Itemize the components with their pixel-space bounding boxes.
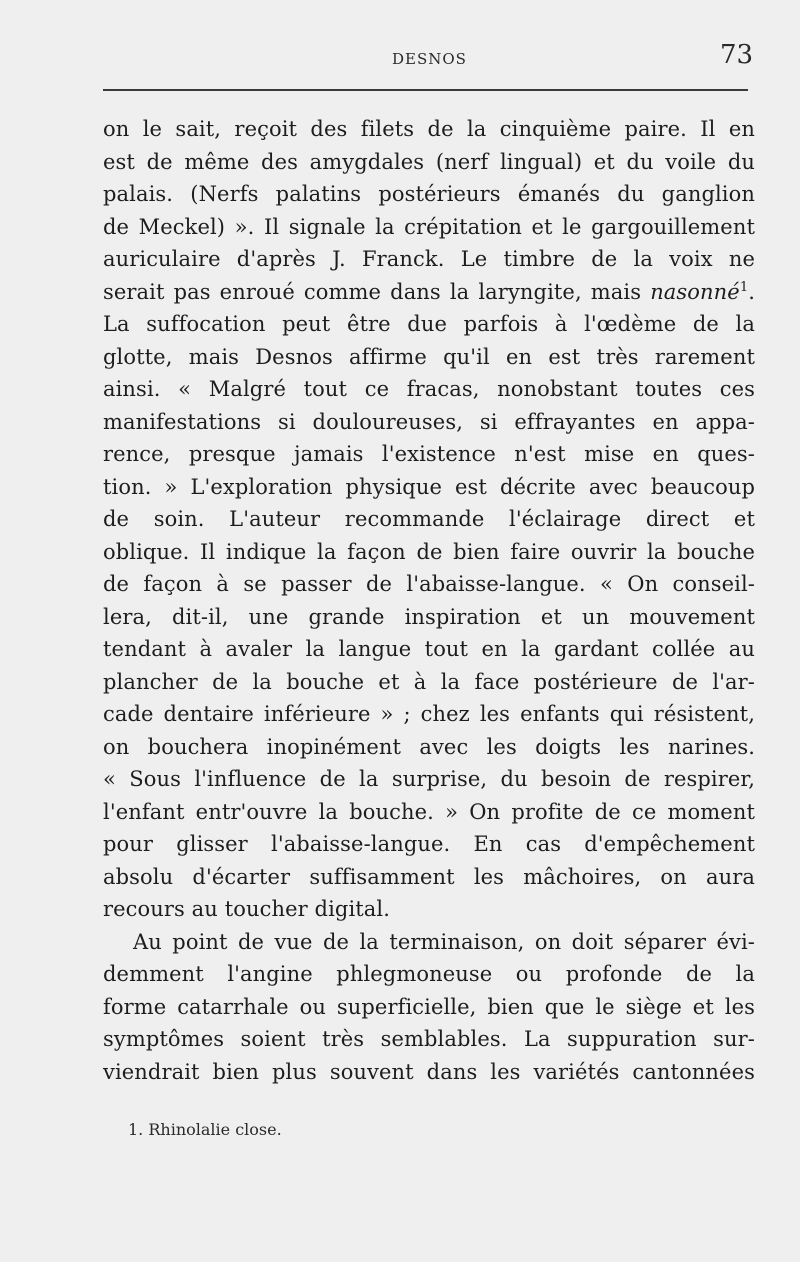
text-line-with-footnote [103,276,755,309]
text-line: plancher de la bouche et à la face postérieure de l'ar- [103,669,755,694]
paragraph-2 [103,926,755,1089]
text-line: glotte, mais Desnos affirme qu'il en est très rarement [103,344,755,369]
text-line: de façon à se passer de l'abaisse-langue. « On conseil- [103,572,755,596]
page-number: 73 [720,40,754,70]
text-line: viendrait bien plus souvent dans les variétés cantonnées [103,1059,755,1084]
text-line: forme catarrhale ou superficielle, bien que le siège et les [103,994,755,1019]
text-line: absolu d'écarter suffisamment les mâchoires, on aura [103,864,755,889]
text-line: demment l'angine phlegmoneuse ou profonde de la [103,962,755,986]
text-line: La suffocation peut être due parfois à l'œdème de la [103,312,755,336]
text-line: recours au toucher digital. [103,897,391,921]
text-line: auriculaire d'après J. Franck. Le timbre de la voix ne [103,247,755,271]
text-line: tendant à avaler la langue tout en la gardant collée au [103,637,755,661]
text-line: manifestations si douloureuses, si effrayantes en appa- [103,409,755,434]
text-line: symptômes soient très semblables. La suppuration sur- [103,1027,755,1051]
text-line: « Sous l'influence de la surprise, du besoin de respirer, [103,767,755,791]
text-line: est de même des amygdales (nerf lingual) et du voile du [103,149,755,174]
text-line: Au point de vue de la terminaison, on doit séparer évi- [133,929,755,954]
text-line: palais. (Nerfs palatins postérieurs émanés du ganglion [103,182,755,206]
italic-suffix: . [748,279,755,304]
text-line: tion. » L'exploration physique est décrite avec beaucoup [103,474,755,499]
text-line: ainsi. « Malgré tout ce fracas, nonobstant toutes ces [103,377,755,401]
italic-word: nasonné [650,279,740,304]
text-line-segment: serait pas enroué comme dans la laryngite, mais [103,279,642,304]
text-line: l'enfant entr'ouvre la bouche. » On profite de ce moment [103,799,755,824]
running-head [0,40,800,80]
running-head-title: DESNOS [392,50,467,68]
body-text [103,113,755,1088]
text-line: on bouchera inopinément avec les doigts les narines. [103,734,755,759]
text-line: rence, presque jamais l'existence n'est mise en ques- [103,442,755,466]
footnote-marker: 1 [739,279,749,295]
paragraph-1 [103,113,755,926]
header-rule [103,89,748,91]
text-line: lera, dit-il, une grande inspiration et un mouvement [103,604,755,629]
text-line: on le sait, reçoit des filets de la cinquième paire. Il en [103,117,755,141]
footnote: 1. Rhinolalie close. [128,1120,282,1139]
text-line: de soin. L'auteur recommande l'éclairage direct et [103,507,755,531]
text-line: cade dentaire inférieure » ; chez les enfants qui résistent, [103,702,755,726]
text-line: pour glisser l'abaisse-langue. En cas d'empêchement [103,832,755,856]
text-line: de Meckel) ». Il signale la crépitation et le gargouillement [103,214,755,239]
text-line: oblique. Il indique la façon de bien faire ouvrir la bouche [103,539,755,564]
